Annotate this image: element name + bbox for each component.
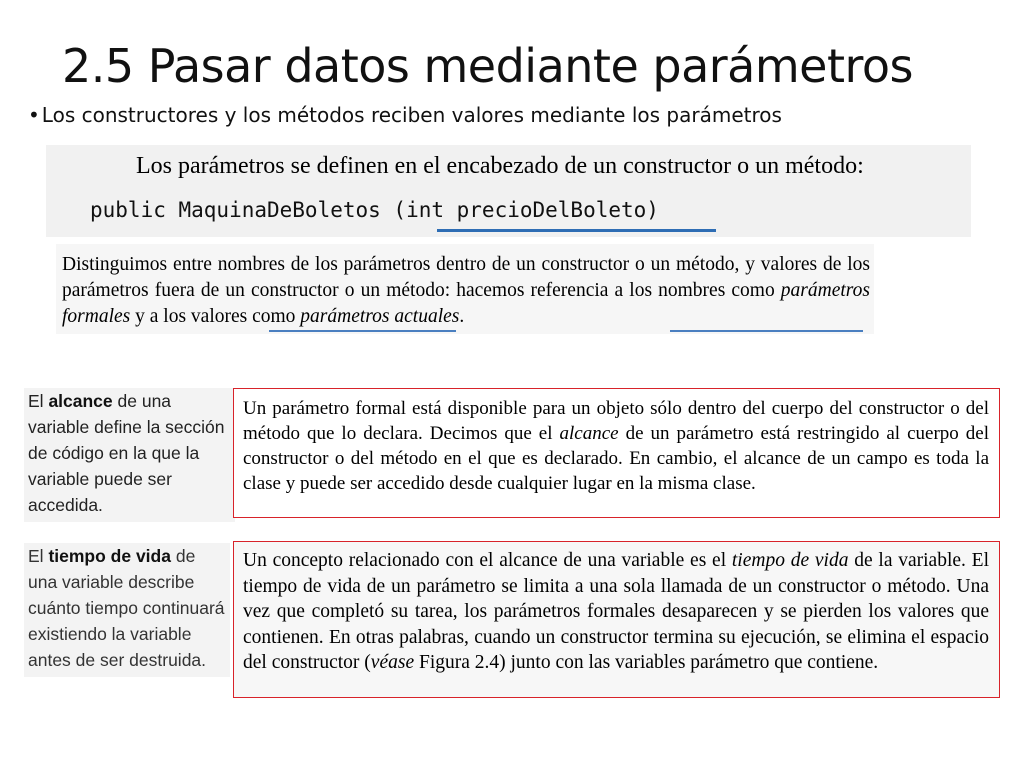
box-text: Figura 2.4) junto con las variables parámetro que contiene. (414, 652, 879, 674)
code-underline (437, 229, 716, 232)
scope-term: alcance (48, 391, 113, 411)
term-formal-parameters: parámetros formales (62, 280, 870, 327)
bullet: • (28, 103, 40, 127)
formal-parameters-underline (269, 330, 456, 332)
box-text: de la variable. El tiempo de vida de un parámetro se limita a una sola llamada de un constructor o método. Una vez que completó su tarea, los parámetros formales desaparecen y se pierden los valores que contienen. En otras palabras, cuando un constructor termina su ejecución, se elimina el espacio del constructor ( (243, 550, 989, 674)
distinction-text: . (459, 306, 465, 327)
actual-parameters-underline (670, 330, 863, 332)
term-actual-parameters: parámetros actuales (300, 306, 460, 327)
note-text: de una variable describe cuánto tiempo continuará existiendo la variable antes de ser destruida. (28, 546, 225, 670)
parameter-definition-block (46, 145, 971, 237)
distinction-text: Distinguimos entre nombres de los parámetros dentro de un constructor o un método, y valores de los parámetros fuera de un constructor o un método: hacemos referencia a los nombres como (62, 254, 870, 301)
lifetime-term: tiempo de vida (48, 546, 171, 566)
parameter-distinction-block (56, 244, 874, 334)
definition-text: Los parámetros se definen en el encabezado de un constructor o un método: (136, 153, 864, 179)
distinction-text: y a los valores como (130, 306, 301, 327)
box-text: Un concepto relacionado con el alcance de una variable es el (243, 550, 732, 571)
note-text: El (28, 391, 49, 411)
constructor-code: public MaquinaDeBoletos (int precioDelBoleto) (90, 198, 659, 222)
slide-subtitle (28, 101, 782, 129)
note-text: de una variable define la sección de código en la que la variable puede ser accedida. (28, 391, 225, 515)
box-text: Un parámetro formal está disponible para un objeto sólo dentro del cuerpo del constructor o del método que lo declara. Decimos que el (243, 398, 989, 444)
subtitle-text: Los constructores y los métodos reciben valores mediante los parámetros (41, 103, 782, 127)
scope-box (233, 388, 1000, 518)
box-text: de un parámetro está restringido al cuerpo del constructor o del método en el que es declarado. En cambio, el alcance de un campo es toda la clase y puede ser accedido desde cualquier lugar en la misma clase. (243, 423, 989, 494)
see-reference: véase (370, 652, 415, 674)
lifetime-box (233, 541, 1000, 698)
distinction-paragraph (62, 252, 870, 330)
scope-note (24, 388, 235, 522)
lifetime-note (24, 543, 230, 677)
lifetime-box-text (243, 548, 989, 676)
slide-title: 2.5 Pasar datos mediante parámetros (62, 39, 914, 93)
scope-term-italic: alcance (559, 423, 619, 444)
scope-box-text (243, 396, 989, 496)
note-text: El (28, 546, 49, 566)
lifetime-term-italic: tiempo de vida (731, 550, 849, 571)
